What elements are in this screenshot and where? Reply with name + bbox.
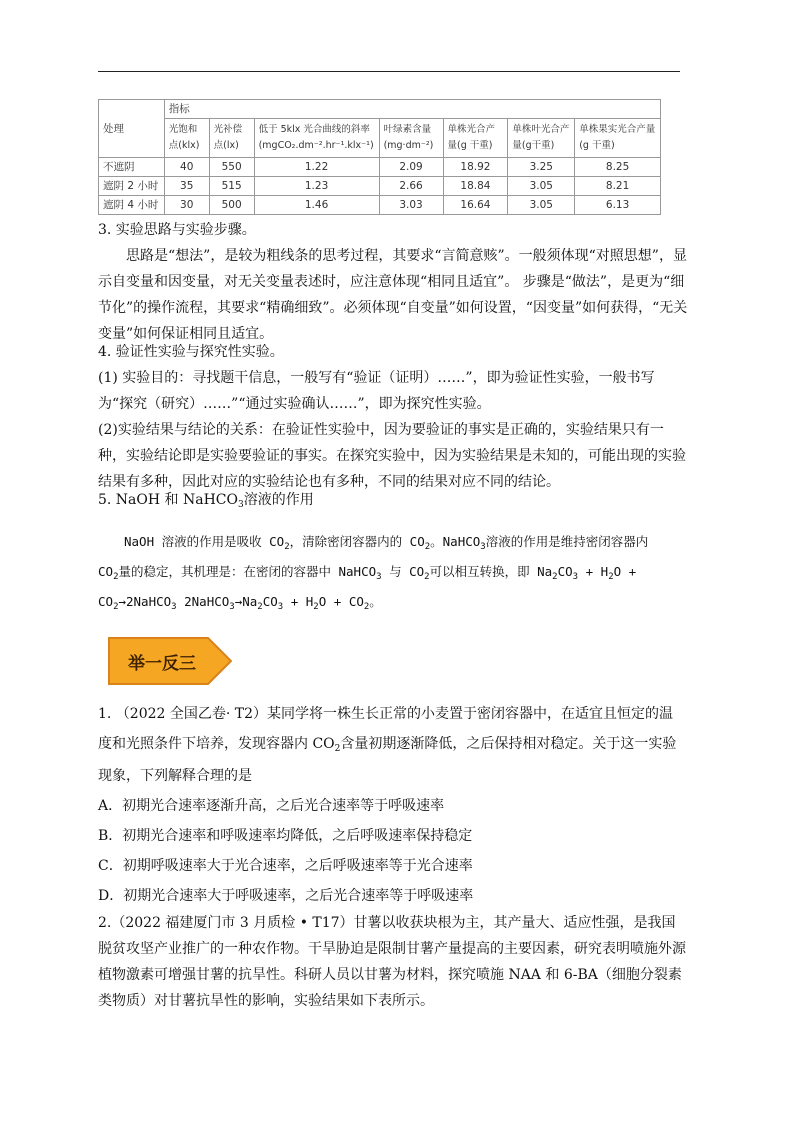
section-3 <box>98 217 688 347</box>
q1-option-a: A．初期光合速率逐渐升高，之后光合速率等于呼吸速率 <box>98 798 445 814</box>
sub: 2 <box>363 602 370 612</box>
table-row <box>99 177 661 196</box>
section-4 <box>98 339 688 495</box>
s5-h-sub: 3 <box>238 500 244 510</box>
header-col: 低于 5klx 光合曲线的斜率(mgCO₂.dm⁻².hr⁻¹.klx⁻¹) <box>254 119 379 158</box>
cell: 3.05 <box>508 196 575 215</box>
header-index: 指标 <box>164 100 660 119</box>
t: CO <box>557 564 573 579</box>
cell: 30 <box>164 196 209 215</box>
table-row <box>99 158 661 177</box>
t: 。NaHCO <box>430 534 481 549</box>
t: CO <box>98 594 114 609</box>
table-row <box>99 196 661 215</box>
cell: 2.09 <box>379 158 443 177</box>
t: NaOH 溶液的作用是吸收 CO <box>124 534 285 549</box>
cell: 18.84 <box>443 177 508 196</box>
q1-line-3: 现象，下列解释合理的是 <box>98 768 252 784</box>
row-label: 遮阴 4 小时 <box>99 196 165 215</box>
t: 。 <box>369 594 382 609</box>
t: →2NaHCO <box>118 594 172 609</box>
sub: 3 <box>480 542 486 552</box>
shading-data-table <box>98 99 661 215</box>
cell: 3.05 <box>508 177 575 196</box>
cell: 1.46 <box>254 196 379 215</box>
s5-h-a: 5. NaOH 和 NaHCO <box>98 492 238 508</box>
sub: 2 <box>334 744 341 754</box>
t: + H <box>578 564 609 579</box>
section-4-item-1: (1) 实验目的：寻找题干信息，一般写有“验证（证明）……”，即为验证性实验，一般书写为“探究（研究）……”“通过实验确认……”，即为探究性实验。 <box>98 370 655 412</box>
header-rule <box>98 71 680 72</box>
question-1 <box>98 699 688 911</box>
sub: 2 <box>424 542 431 552</box>
sub: 2 <box>113 572 119 582</box>
cell: 6.13 <box>575 196 661 215</box>
cell: 1.22 <box>254 158 379 177</box>
sub: 3 <box>572 572 579 582</box>
t: 溶液的作用是维持密闭容器内 <box>485 534 649 549</box>
badge-label: 举一反三 <box>128 653 196 674</box>
t: CO <box>262 594 278 609</box>
cell: 3.25 <box>508 158 575 177</box>
header-col: 叶绿素含量(mg·dm⁻²) <box>379 119 443 158</box>
t: O + <box>613 564 637 579</box>
t: 可以相互转换，即 Na <box>429 564 553 579</box>
q1-option-d: D．初期光合速率大于呼吸速率，之后光合速率等于呼吸速率 <box>98 888 474 904</box>
section-4-heading: 4. 验证性实验与探究性实验。 <box>98 344 284 360</box>
sub: 2 <box>552 572 558 582</box>
t: CO <box>98 564 114 579</box>
sub: 3 <box>229 602 235 612</box>
t: ，清除密闭容器内的 CO <box>289 534 425 549</box>
s5-line-1 <box>98 528 688 558</box>
practice-badge <box>108 637 232 685</box>
row-label: 不遮阴 <box>99 158 165 177</box>
s5-h-b: 溶液的作用 <box>243 492 314 508</box>
section-5-heading <box>98 487 688 515</box>
cell: 18.92 <box>443 158 508 177</box>
cell: 40 <box>164 158 209 177</box>
s5-line-3 <box>98 588 688 618</box>
sub: 2 <box>257 602 263 612</box>
cell: 8.21 <box>575 177 661 196</box>
s5-line-2 <box>98 558 688 588</box>
header-col: 单株果实光合产量(g 干重) <box>575 119 661 158</box>
t: →Na <box>234 594 258 609</box>
q1-line-2 <box>98 729 688 761</box>
t: 2NaHCO <box>176 594 230 609</box>
q1-option-c: C．初期呼吸速率大于光合速率，之后呼吸速率等于光合速率 <box>98 858 473 874</box>
t: 度和光照条件下培养，发现容器内 CO <box>98 736 335 752</box>
sub: 2 <box>608 572 614 582</box>
question-2: 2.（2022 福建厦门市 3 月质检 • T17）甘薯以收获块根为主，其产量大、适应性强，是我国脱贫攻坚产业推广的一种农作物。干旱胁迫是限制甘薯产量提高的主要因素，研究表明喷施外源植物激素可增强甘薯的抗旱性。科研人员以甘薯为材料，探究喷施 NAA 和 6-BA（细胞分裂素类物质）对甘薯抗旱性的影响，实验结果如下表所示。 <box>98 915 686 1009</box>
t: 量的稳定，其机理是：在密闭的容器中 NaHCO <box>118 564 377 579</box>
header-treatment: 处理 <box>99 100 165 158</box>
q1-line-1: 1. （2022 全国乙卷· T2）某同学将一株生长正常的小麦置于密闭容器中，在适宜且恒定的温 <box>98 706 674 722</box>
section-3-heading: 3. 实验思路与实验步骤。 <box>98 222 256 238</box>
header-col: 光补偿点(lx) <box>209 119 254 158</box>
table-header-row-1 <box>99 100 661 119</box>
sub: 3 <box>376 572 382 582</box>
cell: 3.03 <box>379 196 443 215</box>
cell: 1.23 <box>254 177 379 196</box>
section-4-item-2: (2)实验结果与结论的关系：在验证性实验中，因为要验证的事实是正确的，实验结果只有一种，实验结论即是实验要验证的事实。在探究实验中，因为实验结果是未知的，可能出现的实验结果有多种，因此对应的实验结论也有多种，不同的结果对应不同的结论。 <box>98 422 686 490</box>
sub: 2 <box>424 572 430 582</box>
t: 含量初期逐渐降低，之后保持相对稳定。关于这一实验 <box>340 736 677 752</box>
row-label: 遮阴 2 小时 <box>99 177 165 196</box>
cell: 8.25 <box>575 158 661 177</box>
cell: 35 <box>164 177 209 196</box>
table-header-row-2 <box>99 119 661 158</box>
sub: 3 <box>277 602 284 612</box>
cell: 2.66 <box>379 177 443 196</box>
sub: 2 <box>284 542 290 552</box>
header-col: 单株叶光合产量(g干重) <box>508 119 575 158</box>
sub: 2 <box>313 602 319 612</box>
section-5-body <box>98 528 688 618</box>
t: 与 CO <box>381 564 425 579</box>
header-col: 单株光合产量(g 干重) <box>443 119 508 158</box>
cell: 500 <box>209 196 254 215</box>
section-3-paragraph: 思路是“想法”，是较为粗线条的思考过程，其要求“言简意赅”。一般须体现“对照思想”，显示自变量和因变量，对无关变量表述时，应注意体现“相同且适宜”。 步骤是“做法”，是更为“细节化”的操作流程，其要求“精确细致”。必须体现“自变量”如何设置，“因变量”如何获得，“无关变量”如何保证相同且适宜。 <box>98 248 688 342</box>
sub: 3 <box>171 602 177 612</box>
t: O + CO <box>318 594 364 609</box>
cell: 550 <box>209 158 254 177</box>
header-col: 光饱和点(klx) <box>164 119 209 158</box>
cell: 16.64 <box>443 196 508 215</box>
t: + H <box>283 594 314 609</box>
cell: 515 <box>209 177 254 196</box>
q1-option-b: B．初期光合速率和呼吸速率均降低，之后呼吸速率保持稳定 <box>98 828 473 844</box>
sub: 2 <box>113 602 119 612</box>
